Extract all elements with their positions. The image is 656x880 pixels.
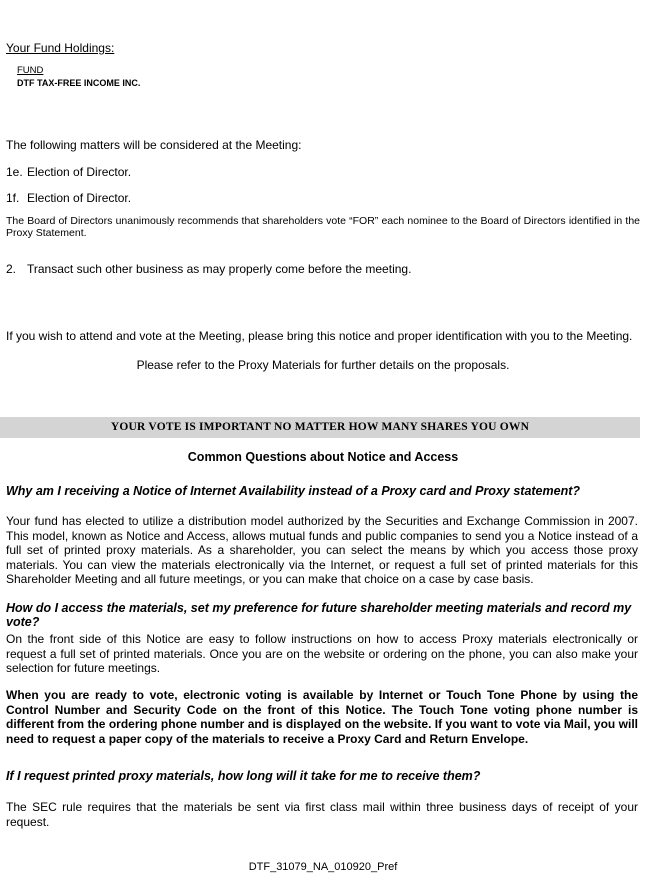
matter-item-number: 2. <box>6 262 17 276</box>
matter-item-text: Election of Director. <box>27 191 132 205</box>
matter-item-text: Transact such other business as may properly come before the meeting. <box>27 262 412 276</box>
attend-text: If you wish to attend and vote at the Meeting, please bring this notice and proper identification with you to the Meeting. <box>6 329 633 343</box>
common-questions-title: Common Questions about Notice and Access <box>187 450 459 464</box>
matter-item-text: Election of Director. <box>27 165 132 179</box>
answer-paragraph: The SEC rule requires that the materials be sent via first class mail within three business days of receipt of your request. <box>6 800 638 829</box>
matter-item <box>6 262 411 276</box>
refer-text: Please refer to the Proxy Materials for further details on the proposals. <box>136 358 510 372</box>
fund-holdings-title: Your Fund Holdings: <box>6 41 115 55</box>
board-recommendation: The Board of Directors unanimously recommends that shareholders vote “FOR” each nominee to the Board of Directors identified in the Proxy Statement. <box>6 215 640 239</box>
question-heading: Why am I receiving a Notice of Internet Availability instead of a Proxy card and Proxy statement? <box>6 484 581 498</box>
voting-instructions: When you are ready to vote, electronic voting is available by Internet or Touch Tone Phone by using the Control Number and Security Code on the front of this Notice. The Touch Tone voting phone number is different from the ordering phone number and is displayed on the website. If you want to vote via Mail, you will need to request a paper copy of the materials to receive a Proxy Card and Return Envelope. <box>6 688 638 746</box>
question-heading: How do I access the materials, set my preference for future shareholder meeting materials and record my vote? <box>6 601 632 629</box>
answer-paragraph: Your fund has elected to utilize a distribution model authorized by the Securities and Exchange Commission in 2007. This model, known as Notice and Access, allows mutual funds and public companies to send you a Notice instead of a full set of printed proxy materials. As a shareholder, you can select the means by which you access those proxy materials. You can view the materials electronically via the Internet, or request a full set of printed materials for this Shareholder Meeting and all future meetings, or you can make that choice on a case by case basis. <box>6 514 638 586</box>
matters-intro: The following matters will be considered at the Meeting: <box>6 138 302 152</box>
question-heading: If I request printed proxy materials, how long will it take for me to receive them? <box>6 769 481 783</box>
fund-column-header: FUND <box>17 65 44 76</box>
answer-paragraph: On the front side of this Notice are easy to follow instructions on how to access Proxy materials electronically or request a full set of printed materials. Once you are on the website or ordering on the phone, you can also make your selection for future meetings. <box>6 632 638 675</box>
vote-important-banner: YOUR VOTE IS IMPORTANT NO MATTER HOW MANY SHARES YOU OWN <box>0 417 640 438</box>
fund-name: DTF TAX-FREE INCOME INC. <box>17 78 141 88</box>
matter-item-number: 1f. <box>6 191 20 205</box>
matter-item-number: 1e. <box>6 165 23 179</box>
matter-item <box>6 191 131 205</box>
document-code: DTF_31079_NA_010920_Pref <box>248 861 398 873</box>
matter-item <box>6 165 131 179</box>
